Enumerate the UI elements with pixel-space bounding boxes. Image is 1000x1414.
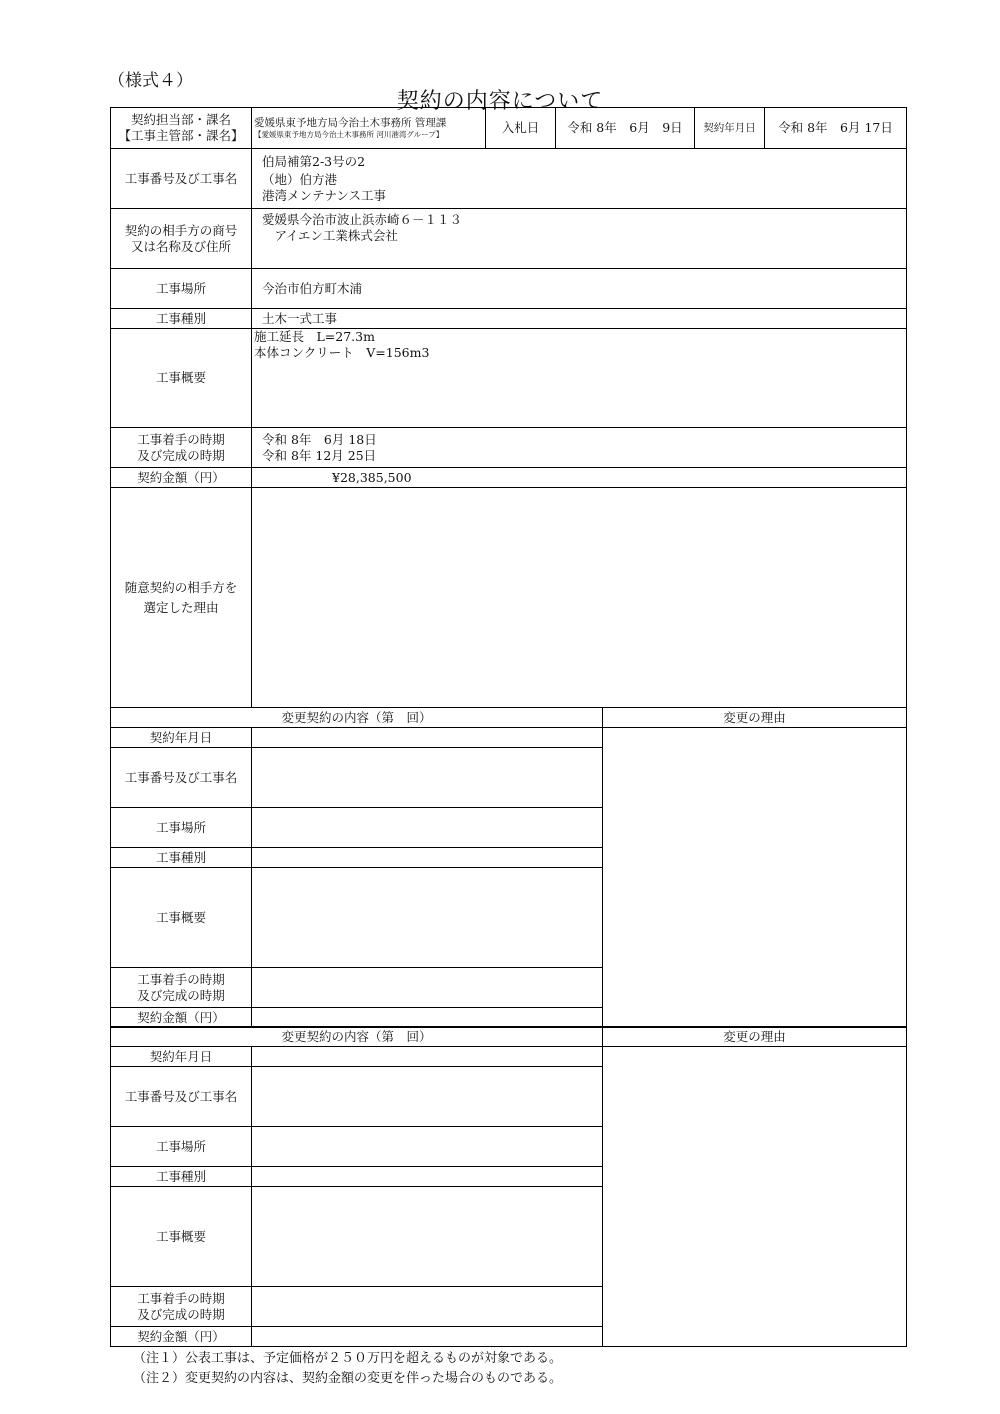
change-work-number-label: 工事番号及び工事名 <box>111 748 252 808</box>
change-summary-label: 工事概要 <box>111 1187 252 1287</box>
type-label: 工事種別 <box>111 309 252 329</box>
change-period-label <box>111 968 252 1008</box>
change-type-value <box>252 848 603 868</box>
change-amount-value <box>252 1327 603 1347</box>
period-end: 令和 8年 12月 25日 <box>262 447 377 463</box>
contract-date-label: 契約年月日 <box>695 108 765 149</box>
partner-label <box>111 209 252 269</box>
type-value: 土木一式工事 <box>252 309 907 329</box>
contract-date-value: 令和 8年 6月 17日 <box>765 108 907 149</box>
change-work-number-value <box>252 748 603 808</box>
summary-label: 工事概要 <box>111 329 252 428</box>
change-contract-date-label: 契約年月日 <box>111 1047 252 1067</box>
period-label <box>111 428 252 468</box>
partner-label-line1: 契約の相手方の商号 <box>124 222 238 238</box>
change-location-label: 工事場所 <box>111 808 252 848</box>
amount-label: 契約金額（円） <box>111 468 252 488</box>
reason-label <box>111 488 252 708</box>
period-label-line1: 工事着手の時期 <box>137 431 225 447</box>
change-contract-date-value <box>252 728 603 748</box>
change-period-label-line1: 工事着手の時期 <box>137 971 225 987</box>
change-amount-value <box>252 1008 603 1028</box>
change-header-left: 変更契約の内容（第 回） <box>111 1027 603 1047</box>
note-2: （注２）変更契約の内容は、契約金額の変更を伴った場合のものである。 <box>133 1371 563 1386</box>
change-reason-value <box>603 728 907 1028</box>
change-location-value <box>252 808 603 848</box>
change-type-value <box>252 1167 603 1187</box>
partner-company: アイエン工業株式会社 <box>262 228 398 243</box>
change-work-number-label: 工事番号及び工事名 <box>111 1067 252 1127</box>
change-period-label-line2: 及び完成の時期 <box>137 1306 225 1322</box>
change-period-label-line2: 及び完成の時期 <box>137 987 225 1003</box>
summary-line1: 施工延長 L=27.3m <box>254 329 375 344</box>
contract-table <box>110 107 907 708</box>
dept-label-line2: 【工事主管部・課名】 <box>118 128 244 143</box>
change-period-value <box>252 968 603 1008</box>
change-amount-label: 契約金額（円） <box>111 1327 252 1347</box>
change-contract-date-label: 契約年月日 <box>111 728 252 748</box>
document-title: 契約の内容について <box>396 89 604 114</box>
change-type-label: 工事種別 <box>111 1167 252 1187</box>
change-work-number-value <box>252 1067 603 1127</box>
dept-value: 愛媛県東予地方局今治土木事務所 管理課 <box>254 117 447 129</box>
dept-label <box>111 108 252 149</box>
change-period-value <box>252 1287 603 1327</box>
partner-address: 愛媛県今治市波止浜赤崎６－１１３ <box>262 212 463 227</box>
dept-value-cell <box>252 108 486 149</box>
dept-label-line1: 契約担当部・課名 <box>130 112 231 127</box>
dept-sub-value: 【愛媛県東予地方局今治土木事務所 河川港湾グループ】 <box>254 130 444 139</box>
work-number-value <box>252 149 907 209</box>
partner-value <box>252 209 907 269</box>
period-start: 令和 8年 6月 18日 <box>262 431 377 447</box>
work-number-line1: 伯局補第2-3号の2 <box>262 153 366 169</box>
change-table-2 <box>110 1026 907 1347</box>
notes <box>133 1349 562 1389</box>
change-period-label <box>111 1287 252 1327</box>
change-location-value <box>252 1127 603 1167</box>
work-number-line2: （地）伯方港 <box>262 171 338 187</box>
change-summary-label: 工事概要 <box>111 868 252 968</box>
change-type-label: 工事種別 <box>111 848 252 868</box>
amount-value: ¥28,385,500 <box>252 468 907 488</box>
change-period-label-line1: 工事着手の時期 <box>137 1290 225 1306</box>
summary-value <box>252 329 907 428</box>
reason-label-line1: 随意契約の相手方を <box>124 579 238 595</box>
change-reason-header: 変更の理由 <box>603 708 907 728</box>
location-label: 工事場所 <box>111 269 252 309</box>
bid-date-label: 入札日 <box>486 108 556 149</box>
change-table-1 <box>110 707 907 1028</box>
period-label-line2: 及び完成の時期 <box>137 447 225 463</box>
reason-label-line2: 選定した理由 <box>143 599 219 615</box>
summary-line2: 本体コンクリート V=156m3 <box>254 345 430 360</box>
bid-date-value: 令和 8年 6月 9日 <box>556 108 695 149</box>
note-1: （注１）公表工事は、予定価格が２５０万円を超えるものが対象である。 <box>133 1351 563 1366</box>
reason-value <box>252 488 907 708</box>
change-summary-value <box>252 1187 603 1287</box>
partner-label-line2: 又は名称及び住所 <box>130 238 231 254</box>
change-amount-label: 契約金額（円） <box>111 1008 252 1028</box>
period-value <box>252 428 907 468</box>
location-value: 今治市伯方町木浦 <box>252 269 907 309</box>
change-header-left: 変更契約の内容（第 回） <box>111 708 603 728</box>
change-location-label: 工事場所 <box>111 1127 252 1167</box>
work-number-line3: 港湾メンテナンス工事 <box>262 187 387 203</box>
change-contract-date-value <box>252 1047 603 1067</box>
change-reason-value <box>603 1047 907 1347</box>
form-number-label: （様式４） <box>108 71 193 91</box>
work-number-label: 工事番号及び工事名 <box>111 149 252 209</box>
change-summary-value <box>252 868 603 968</box>
change-reason-header: 変更の理由 <box>603 1027 907 1047</box>
